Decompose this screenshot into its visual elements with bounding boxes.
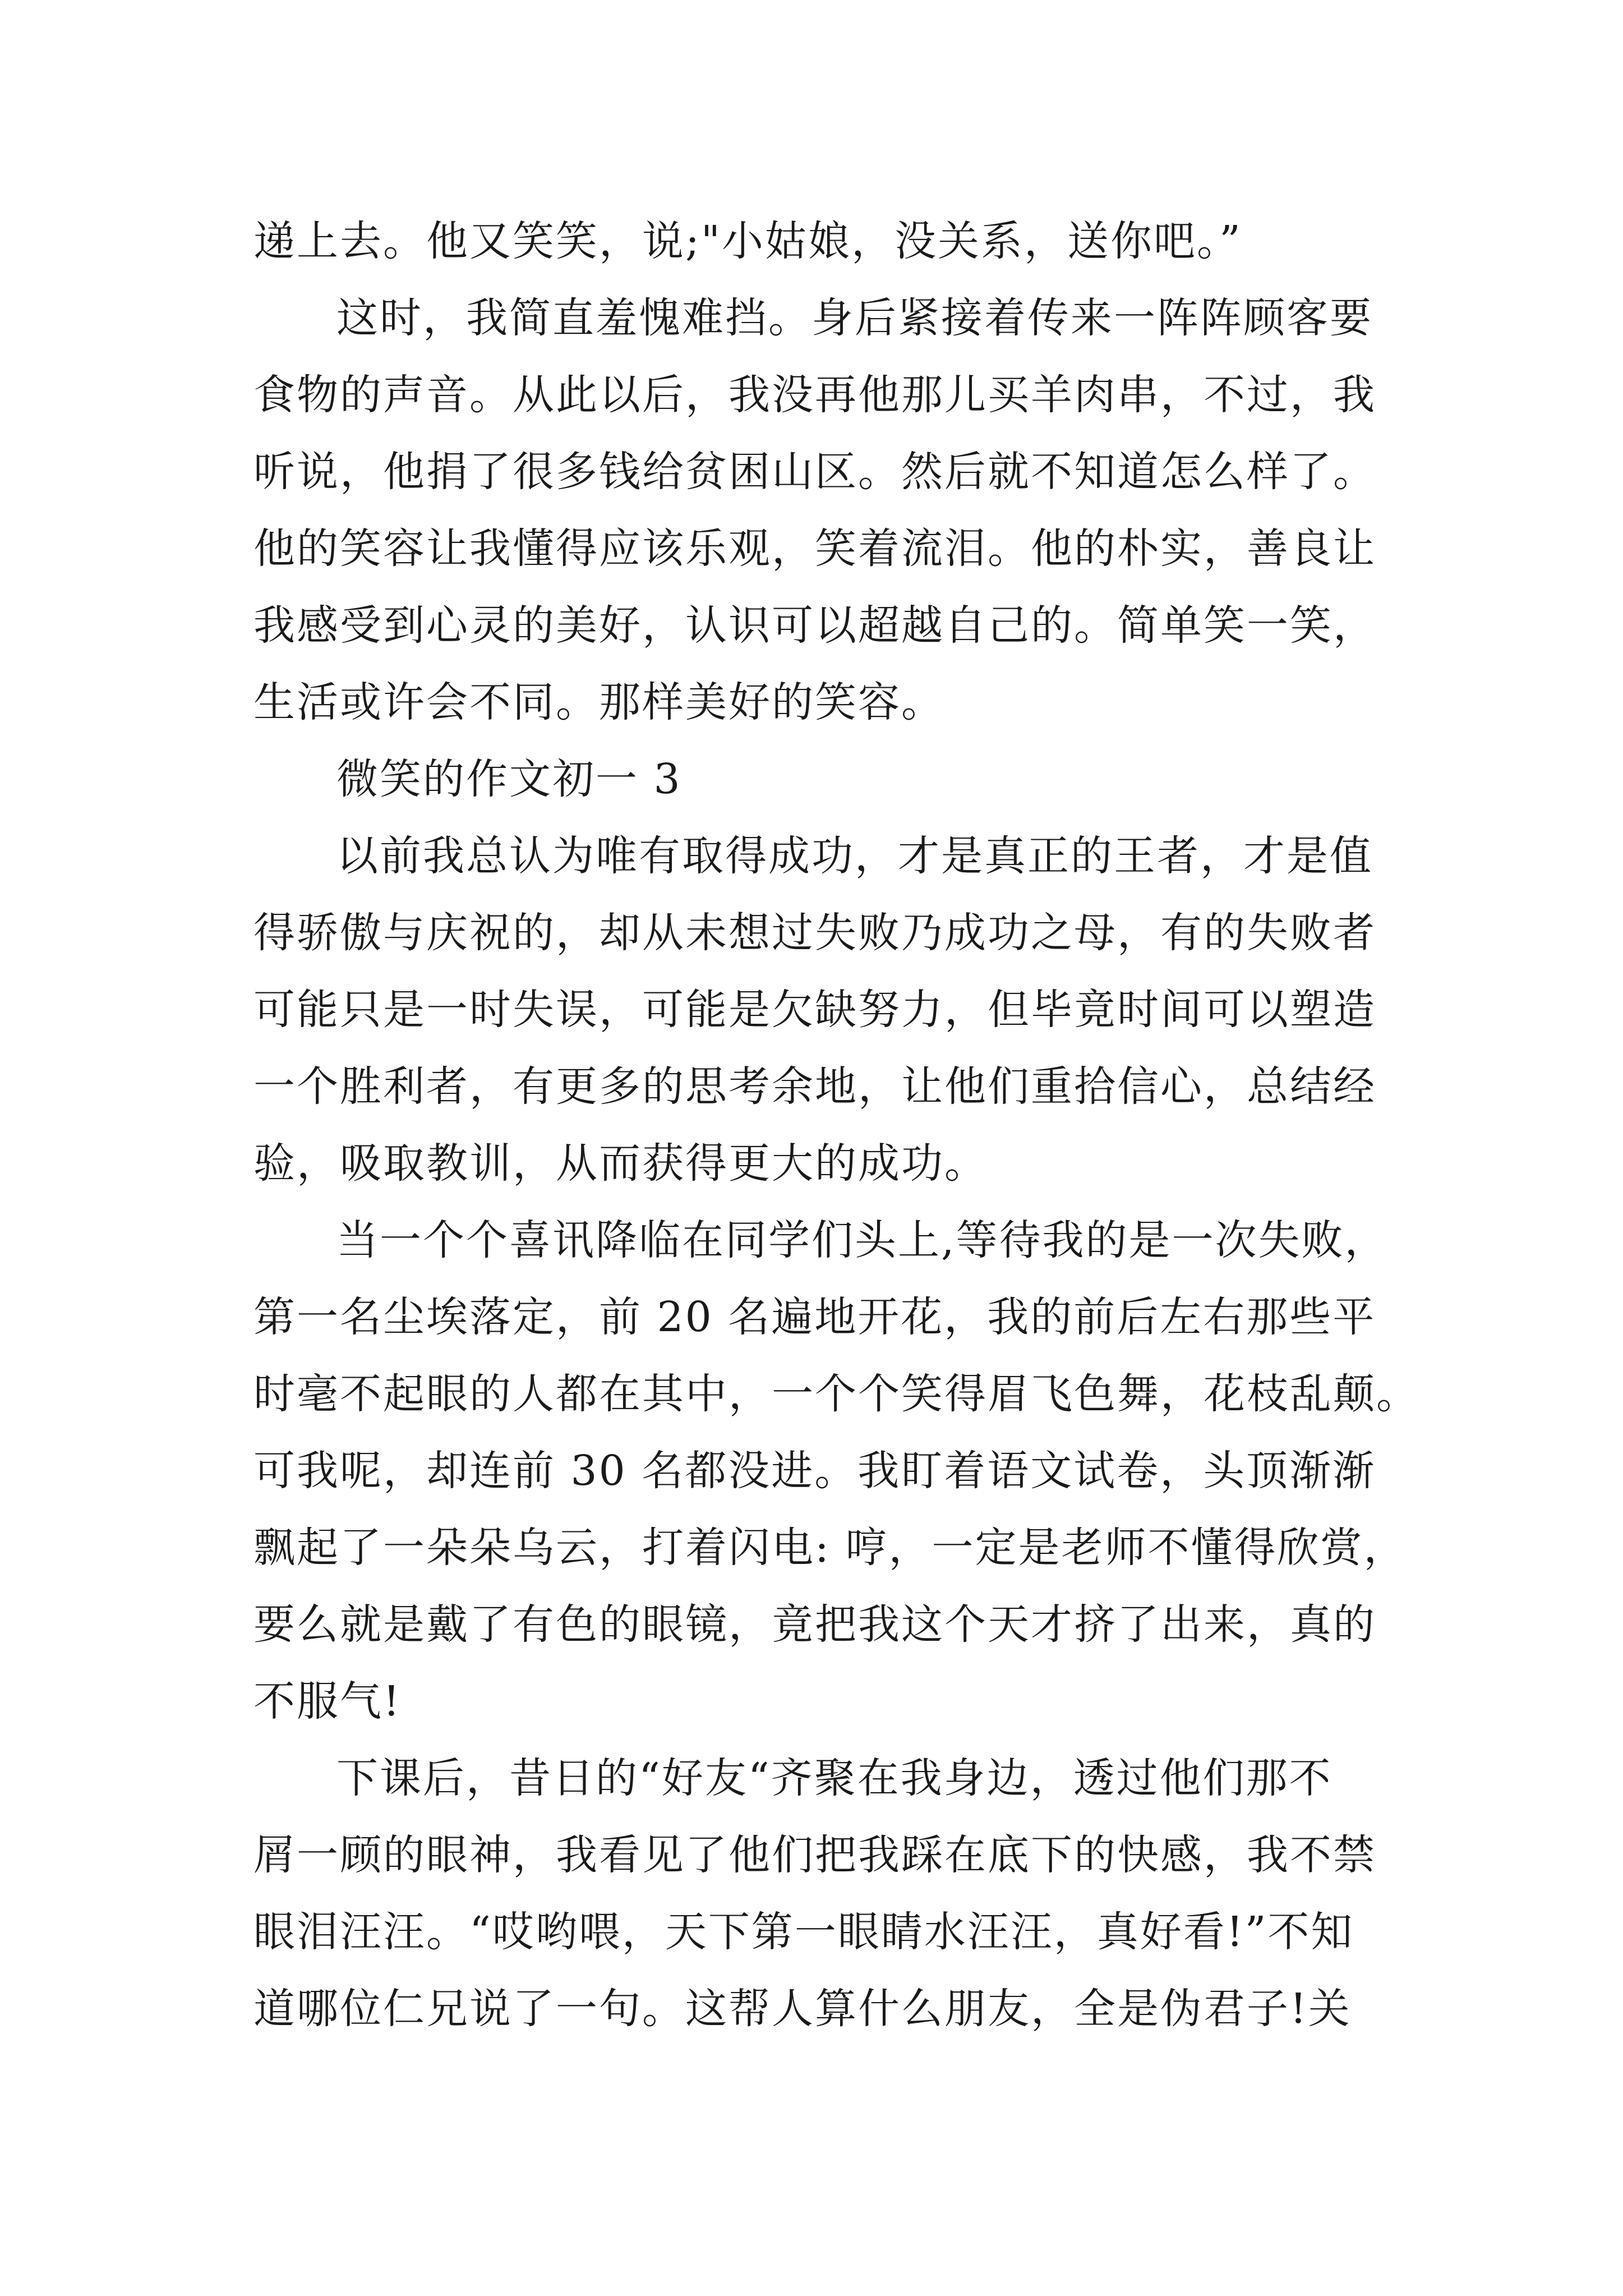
text-line: 眼泪汪汪。“哎哟喂，天下第一眼睛水汪汪，真好看!”不知 <box>253 1908 1354 1956</box>
text-line: 道哪位仁兄说了一句。这帮人算什么朋友，全是伪君子!关 <box>253 1985 1352 2033</box>
text-line: 食物的声音。从此以后，我没再他那儿买羊肉串，不过，我 <box>253 371 1376 419</box>
text-line: 可能只是一时失误，可能是欠缺努力，但毕竟时间可以塑造 <box>253 986 1376 1034</box>
text-line: 要么就是戴了有色的眼镜，竟把我这个天才挤了出来，真的 <box>253 1600 1376 1649</box>
text-line: 以前我总认为唯有取得成功，才是真正的王者，才是值 <box>336 832 1373 880</box>
text-line: 验，吸取教训，从而获得更大的成功。 <box>253 1139 988 1188</box>
text-line: 屑一顾的眼神，我看见了他们把我踩在底下的快感，我不禁 <box>253 1831 1376 1879</box>
text-line: 飘起了一朵朵乌云，打着闪电: 哼，一定是老师不懂得欣赏， <box>253 1524 1407 1572</box>
text-line: 我感受到心灵的美好，认识可以超越自己的。简单笑一笑， <box>253 601 1376 650</box>
text-line: 这时，我简直羞愧难挡。身后紧接着传来一阵阵顾客要 <box>336 294 1373 342</box>
text-line: 听说，他捐了很多钱给贫困山区。然后就不知道怎么样了。 <box>253 448 1376 496</box>
section-heading: 微笑的作文初一 3 <box>336 755 682 803</box>
text-line: 第一名尘埃落定，前 20 名遍地开花，我的前后左右那些平 <box>253 1293 1376 1341</box>
text-line: 递上去。他又笑笑，说;"小姑娘，没关系，送你吧。” <box>253 217 1242 265</box>
text-line: 得骄傲与庆祝的，却从未想过失败乃成功之母，有的失败者 <box>253 909 1376 957</box>
text-line: 一个胜利者，有更多的思考余地，让他们重拾信心，总结经 <box>253 1062 1376 1111</box>
body-text <box>253 203 1419 2047</box>
text-line: 他的笑容让我懂得应该乐观，笑着流泪。他的朴实，善良让 <box>253 524 1376 573</box>
text-line: 可我呢，却连前 30 名都没进。我盯着语文试卷，头顶渐渐 <box>253 1447 1376 1495</box>
text-line: 下课后，昔日的“好友“齐聚在我身边，透过他们那不 <box>336 1754 1332 1802</box>
text-line: 当一个个喜讯降临在同学们头上,等待我的是一次失败， <box>336 1216 1388 1264</box>
text-line: 不服气! <box>253 1677 402 1726</box>
text-line: 生活或许会不同。那样美好的笑容。 <box>253 678 944 726</box>
text-line: 时毫不起眼的人都在其中，一个个笑得眉飞色舞，花枝乱颠。 <box>253 1370 1419 1418</box>
